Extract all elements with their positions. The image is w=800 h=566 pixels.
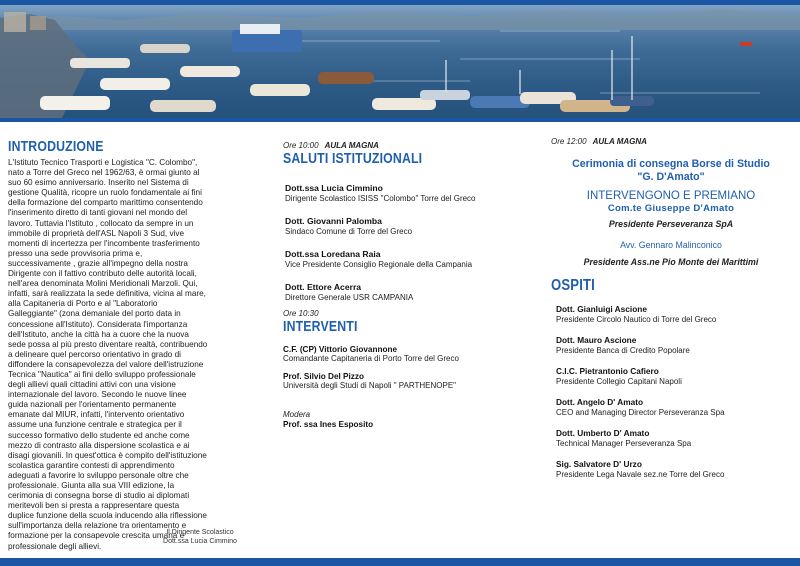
guest-item	[551, 304, 791, 324]
guest-name: Dott. Angelo D' Amato	[556, 397, 644, 407]
speaker-role: Comandante Capitaneria di Porto Torre del Greco	[283, 354, 459, 363]
speaker-item	[283, 345, 513, 363]
comte-role: Presidente Perseveranza SpA	[608, 219, 734, 229]
speaker-role: Dirigente Scolastico ISISS "Colombo" Torre del Greco	[285, 194, 476, 203]
guest-role: Presidente Banca di Credito Popolare	[556, 346, 690, 355]
ceremony-award-name: "G. D'Amato"	[637, 171, 705, 183]
speaker-role: Università degli Studi di Napoli " PARTHENOPE"	[283, 381, 457, 390]
guest-item	[551, 335, 791, 355]
ceremony-title: Cerimonia di consegna Borse di Studio	[572, 158, 770, 170]
speaker-name: Prof. Silvio Del Pizzo	[283, 372, 364, 381]
guest-item	[551, 428, 791, 448]
moderator-label: Modera	[283, 410, 311, 419]
moderator-name: Prof. ssa Ines Esposito	[283, 420, 374, 429]
guest-role: Presidente Collegio Capitani Napoli	[556, 377, 682, 386]
header-accent-bar	[0, 118, 800, 122]
speaker-name: C.F. (CP) Vittorio Giovannone	[283, 345, 398, 354]
signature-role: Il Dirigente Scolastico	[166, 529, 234, 536]
ceremony-column	[551, 137, 791, 479]
ceremony-time-value: Ore 12:00	[551, 137, 587, 146]
speaker-item	[283, 249, 513, 270]
intro-title: INTRODUZIONE	[8, 138, 104, 155]
speaker-role: Direttore Generale USR CAMPANIA	[285, 293, 414, 302]
interventi-title: INTERVENTI	[283, 318, 358, 335]
moderator-item	[283, 420, 513, 429]
guest-item	[551, 397, 791, 417]
saluti-time	[283, 141, 513, 150]
saluti-title: SALUTI ISTITUZIONALI	[283, 150, 423, 167]
ospiti-title: OSPITI	[551, 277, 595, 294]
speaker-item	[283, 216, 513, 237]
ceremony-subtitle: INTERVENGONO E PREMIANO	[586, 190, 756, 202]
guest-name: Dott. Umberto D' Amato	[556, 428, 650, 438]
header-harbour-photo	[0, 0, 800, 122]
speaker-name: Dott.ssa Lucia Cimmino	[285, 183, 383, 193]
guest-name: C.l.C. Pietrantonio Cafiero	[556, 366, 659, 376]
top-accent-bar	[0, 0, 800, 5]
intro-text: L'Istituto Tecnico Trasporti e Logistica "C. Colombo", nato a Torre del Greco nel 1962/63, è ormai giunto al suo 60 esimo anniversario. Inserito nel Sistema di gestione Qualità, ricopre un ruolo fondamentale ai fini della formazione del comparto marittimo consentendo l'inserimento diretto di tanti giovani nel mondo del lavoro. Tuttavia l'Istituto , collocato da sempre in un immobile di proprietà dell'ASL Napoli 3 Sud, vive momenti di incertezza per l'incombente trasferimento presso una sede provvisoria prima e, successivamente , grazie all'impegno della nostra Dirigente con il fattivo contributo delle autorità locali, nell'area denominata Molini Meridionali Marzoli. Qui, infatti, sarà realizzata la sede definitiva, vicina al mare, alla Capitaneria di Porto e al "Laboratorio Galleggiante" (zona demaniale del porto data in concessione all'Istituto). Considerata l'importanza dell'Istituto, anche la città ha a cuore che la nuova sede possa al più presto diventare realtà, contribuendo a delineare quel percorso orientativo in grado di diffondere la consapevolezza del valore dell'istruzione Tecnica "Nautica" ai fini dello sviluppo professionale degli allievi quali cittadini attivi con una visione internazionale del lavoro. Secondo le nuove linee guida nazionali per l'orientamento permanente emanate dal MIUR, infatti, l'intervento orientativo assume una funzione centrale e strategica per il successo formativo dello studente ed anche come mezzo di contrasto alla dispersione scolastica e ai disagi giovanili. In quest'ottica è compito dell'istituzione scolastica garantire contesti di apprendimento adeguati a favorire lo sviluppo personale oltre che professionale. Giunta alla sua VIII edizione, la cerimonia di consegna borse di studio ai diplomati meritevoli ben si presta a rappresentare questa duplice funzione della scuola inducendo alla riflessione sull'importanza della relazione tra orientamento e formazione per la consapevole crescita umana e professionale degli allievi.	[8, 158, 208, 551]
guest-name: Dott. Mauro Ascione	[556, 335, 637, 345]
saluti-place: AULA MAGNA	[324, 141, 379, 150]
intro-column	[8, 138, 270, 552]
guest-item	[551, 459, 791, 479]
speaker-name: Dott.ssa Loredana Raia	[285, 249, 381, 259]
ceremony-place: AULA MAGNA	[592, 137, 647, 146]
guest-name: Sig. Salvatore D' Urzo	[556, 459, 642, 469]
bottom-accent-bar	[0, 558, 800, 566]
speaker-name: Dott. Ettore Acerra	[285, 282, 362, 292]
guest-name: Dott. Gianluigi Ascione	[556, 304, 647, 314]
guest-role: Technical Manager Perseveranza Spa	[556, 439, 692, 448]
ceremony-time	[551, 137, 791, 146]
comte-name: Com.te Giuseppe D'Amato	[607, 203, 735, 214]
speaker-name: Dott. Giovanni Palomba	[285, 216, 382, 226]
speaker-role: Sindaco Comune di Torre del Greco	[285, 227, 413, 236]
speaker-item	[283, 183, 513, 204]
guest-role: Presidente Lega Navale sez.ne Torre del Greco	[556, 470, 725, 479]
avv-role: Presidente Ass.ne Pio Monte dei Marittimi	[583, 257, 759, 267]
signature-name: Dott.ssa Lucia Cimmino	[163, 538, 237, 545]
guest-role: Presidente Circolo Nautico di Torre del Greco	[556, 315, 717, 324]
saluti-time-value: Ore 10:00	[283, 141, 319, 150]
guest-role: CEO and Managing Director Perseveranza Spa	[556, 408, 725, 417]
program-column	[283, 141, 513, 429]
signature-block	[145, 528, 255, 546]
ceremony-block	[551, 158, 791, 267]
harbour-illustration	[0, 0, 800, 122]
speaker-role: Vice Presidente Consiglio Regionale della Campania	[285, 260, 473, 269]
interventi-time: Ore 10:30	[283, 309, 319, 318]
avv-name: Avv. Gennaro Malinconico	[620, 240, 722, 250]
speaker-item	[283, 282, 513, 303]
speaker-item	[283, 372, 513, 390]
guest-item	[551, 366, 791, 386]
